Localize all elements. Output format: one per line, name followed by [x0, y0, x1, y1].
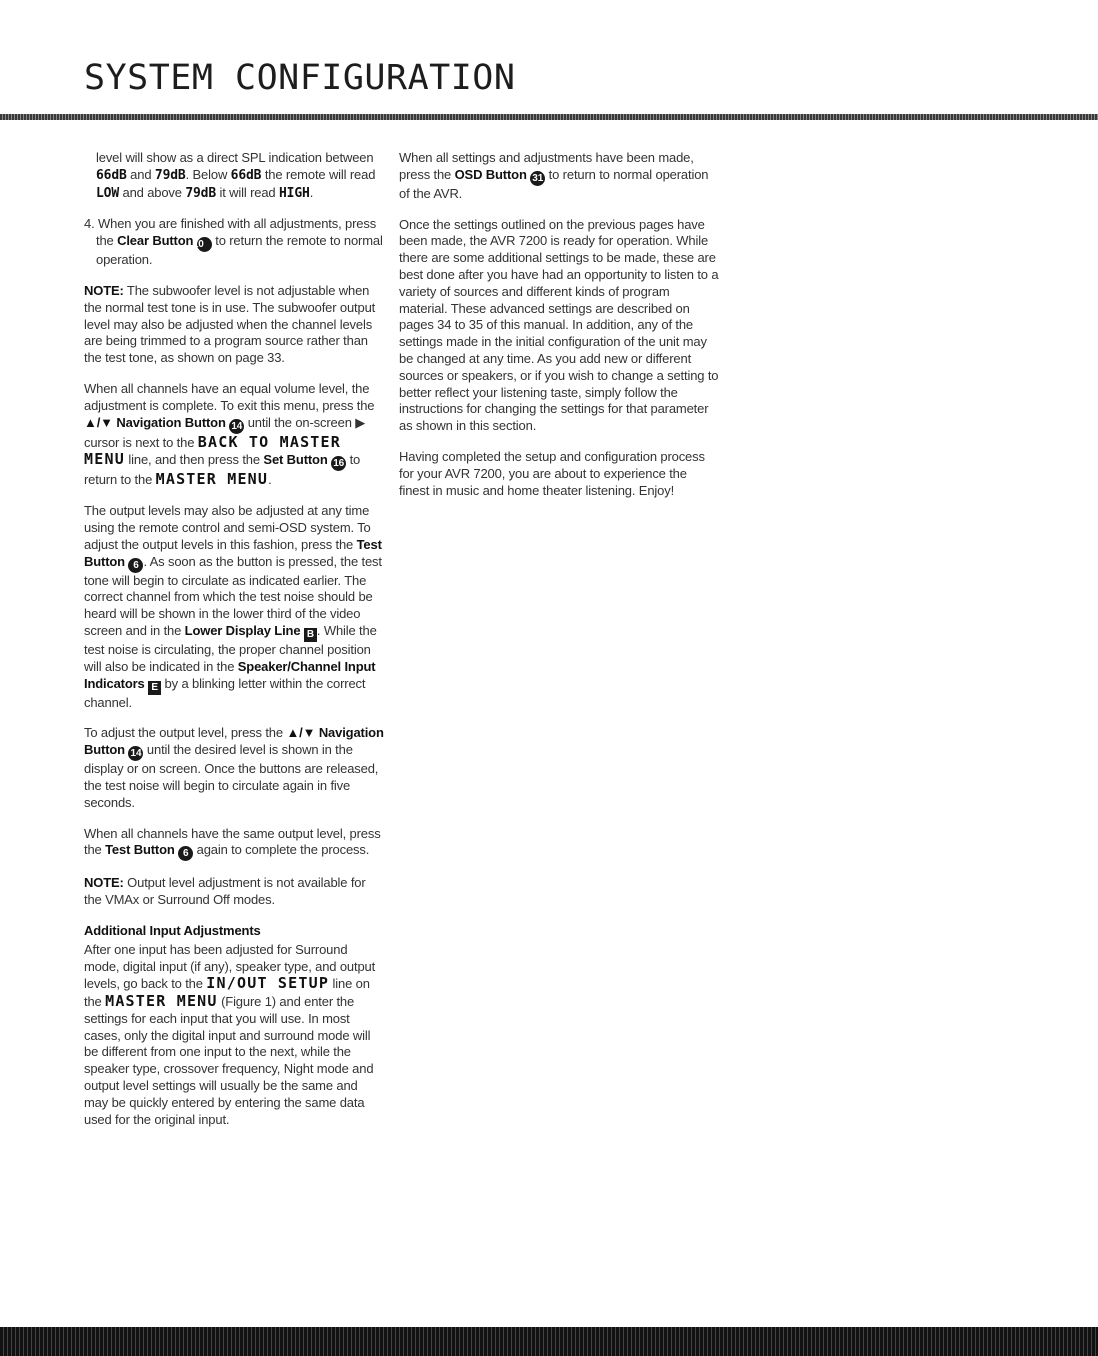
callout-number-icon: 10 — [197, 237, 212, 252]
right-column — [399, 150, 719, 513]
callout-letter-icon: B — [304, 628, 317, 642]
master-menu-ref: MASTER MENU — [155, 470, 269, 489]
additional-input-paragraph: After one input has been adjusted for Surround mode, digital input (if any), speaker type, and output levels, go back to the IN/OUT SETUP line on the MASTER MENU (Figure 1) and enter the settings for each input that you will use. In most cases, only the digital input and surround mode will be different from one input to the next, while the speaker type, crossover frequency, Night mode and output level settings will usually be the same and may be quickly entered by entering the same data used for the original input. — [84, 941, 376, 1127]
ready-for-operation-paragraph: Once the settings outlined on the previous pages have been made, the AVR 7200 is ready for operation. While there are some additional settings to be made, these are best done after you have had an opportunity to listen to a variety of sources and different kinds of program material. These advanced settings are described on pages 34 to 35 of this manual. In addition, any of the settings made in the initial configuration of the unit may be changed at any time. As you add new or different sources or speakers, or if you wish to change a setting to better reflect your listening taste, simply follow the instructions for changing the settings for that parameter as shown in this section. — [399, 216, 719, 434]
spl-range-paragraph: level will show as a direct SPL indication between 66dB and 79dB. Below 66dB the remote will read LOW and above 79dB it will read HIGH. — [96, 150, 376, 201]
set-button-ref: Set Button — [263, 452, 328, 468]
lower-display-line-ref: Lower Display Line — [184, 622, 301, 638]
step-4-paragraph: 4. When you are finished with all adjustments, press the Clear Button 10 to return the remote to normal operation. — [84, 216, 383, 268]
nav-arrows-icon: ▲/▼ — [84, 414, 113, 430]
callout-number-icon: 14 — [128, 746, 143, 761]
speaker-channel-indicators-ref: Speaker/Channel Input Indicators — [84, 658, 376, 691]
callout-number-icon: 6 — [178, 846, 193, 861]
adjust-level-paragraph: To adjust the output level, press the ▲/▼ Navigation Button 14 until the desired level is shown in the display or on screen. Once the buttons are released, the test noise will begin to circulate again in five seconds. — [84, 725, 384, 810]
spl-value: 79dB — [185, 185, 217, 201]
spl-value: 66dB — [230, 167, 262, 183]
low-reading: LOW — [96, 185, 120, 201]
callout-number-icon: 16 — [331, 456, 346, 471]
spl-value: 79dB — [154, 167, 186, 183]
remote-adjust-paragraph: The output levels may also be adjusted at any time using the remote control and semi-OSD system. To adjust the output levels in this fashion, press the Test Button 6 . As soon as the button is pressed, the test tone will begin to circulate as indicated earlier. The correct channel from which the test noise should be heard will be shown in the lower third of the video screen and in the Lower Display Line B . While the test noise is circulating, the proper channel position will also be indicated in the Speaker/Channel Input Indicators E by a blinking letter within the correct channel. — [84, 503, 382, 710]
back-to-master-menu-ref: BACK TO MASTER MENU — [84, 432, 341, 469]
note-label: NOTE: — [84, 875, 124, 891]
master-menu-ref: MASTER MENU — [105, 992, 218, 1011]
page-title: SYSTEM CONFIGURATION — [84, 58, 516, 98]
note-subwoofer: NOTE: The subwoofer level is not adjustable when the normal test tone is in use. The subwoofer output level may also be adjusted when the channel levels are being trimmed to a program source rather than the test tone, as shown on page 33. — [84, 282, 376, 366]
footer-bar — [0, 1327, 1098, 1356]
callout-number-icon: 6 — [128, 558, 143, 573]
osd-return-paragraph: When all settings and adjustments have been made, press the OSD Button 31 to return to normal operation of the AVR. — [399, 150, 709, 201]
additional-input-adjustments-heading: Additional Input Adjustments — [84, 922, 261, 938]
exit-menu-paragraph: When all channels have an equal volume level, the adjustment is complete. To exit this menu, press the ▲/▼ Navigation Button 14 until the on-screen ▶ cursor is next to the BACK TO MASTER MENU line, and then press the Set Button 16 to return to the MASTER MENU. — [84, 380, 375, 489]
osd-button-ref: OSD Button — [454, 166, 527, 182]
in-out-setup-ref: IN/OUT SETUP — [206, 974, 330, 993]
navigation-button-ref: Navigation Button — [84, 725, 384, 758]
navigation-button-ref: Navigation Button — [116, 414, 226, 430]
test-button-ref: Test Button — [84, 536, 382, 569]
complete-process-paragraph: When all channels have the same output level, press the Test Button 6 again to complete the process. — [84, 825, 381, 860]
callout-letter-icon: E — [148, 681, 161, 695]
note-label: NOTE: — [84, 282, 124, 298]
right-arrow-icon: ▶ — [355, 414, 366, 430]
test-button-ref: Test Button — [105, 842, 175, 858]
clear-button-ref: Clear Button — [117, 233, 194, 249]
callout-number-icon: 14 — [229, 419, 244, 434]
callout-number-icon: 31 — [530, 171, 545, 186]
high-reading: HIGH — [278, 185, 310, 201]
nav-arrows-icon: ▲/▼ — [286, 725, 316, 741]
left-column — [84, 150, 384, 1142]
enjoy-paragraph: Having completed the setup and configuration process for your AVR 7200, you are about to experience the finest in music and home theater listening. Enjoy! — [399, 448, 705, 498]
spl-value: 66dB — [96, 167, 127, 183]
title-rule — [0, 114, 1098, 120]
note-vmax: NOTE: Output level adjustment is not available for the VMAx or Surround Off modes. — [84, 875, 366, 908]
